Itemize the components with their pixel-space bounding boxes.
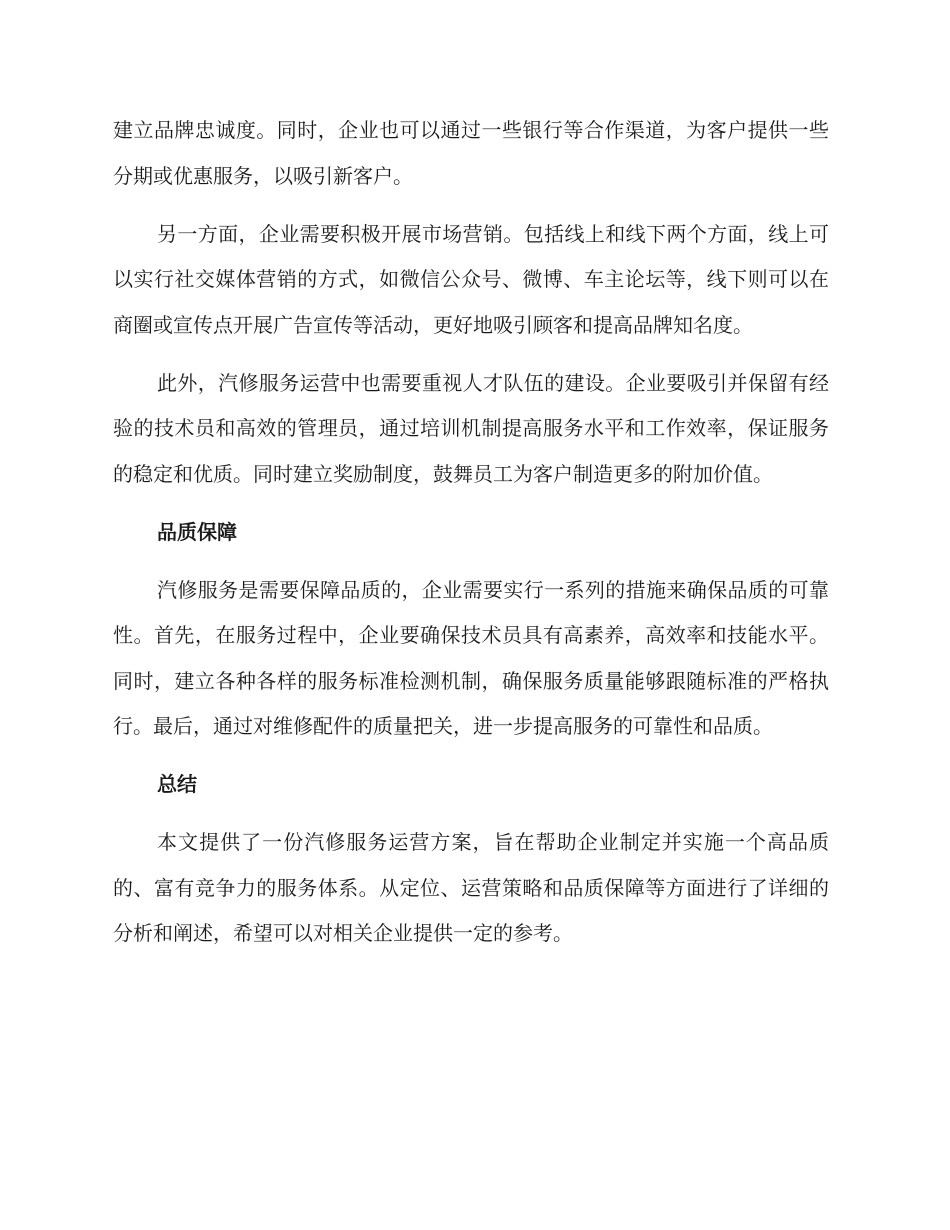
section-heading-summary: 总结: [157, 772, 197, 796]
paragraph-marketing: 另一方面，企业需要积极开展市场营销。包括线上和线下两个方面，线上可以实行社交媒体营销的方式，如微信公众号、微博、车主论坛等，线下则可以在商圈或宣传点开展广告宣传等活动，更好地吸引顾客和提高品牌知名度。: [113, 221, 829, 337]
section-heading-quality: 品质保障: [157, 519, 237, 544]
paragraph-brand-loyalty: 建立品牌忠诚度。同时，企业也可以通过一些银行等合作渠道，为客户提供一些分期或优惠服务，以吸引新客户。: [113, 118, 829, 188]
paragraph-talent: 此外，汽修服务运营中也需要重视人才队伍的建设。企业要吸引并保留有经验的技术员和高效的管理员，通过培训机制提高服务水平和工作效率，保证服务的稳定和优质。同时建立奖励制度，鼓舞员工为客户制造更多的附加价值。: [113, 370, 829, 486]
paragraph-summary: 本文提供了一份汽修服务运营方案，旨在帮助企业制定并实施一个高品质的、富有竞争力的服务体系。从定位、运营策略和品质保障等方面进行了详细的分析和阐述，希望可以对相关企业提供一定的参考。: [113, 830, 829, 945]
document-body: [113, 108, 829, 969]
paragraph-quality: 汽修服务是需要保障品质的，企业需要实行一系列的措施来确保品质的可靠性。首先，在服务过程中，企业要确保技术员具有高素养，高效率和技能水平。同时，建立各种各样的服务标准检测机制，确保服务质量能够跟随标准的严格执行。最后，通过对维修配件的质量把关，进一步提高服务的可靠性和品质。: [113, 577, 829, 738]
